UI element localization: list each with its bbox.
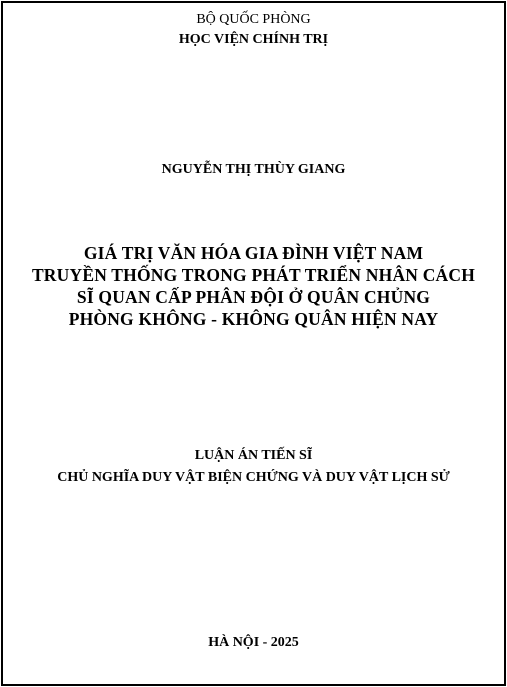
academy-name: HỌC VIỆN CHÍNH TRỊ: [178, 32, 329, 47]
thesis-title-line-1: GIÁ TRỊ VĂN HÓA GIA ĐÌNH VIỆT NAM: [83, 243, 424, 263]
thesis-title: [0, 242, 507, 330]
thesis-title-line-4: PHÒNG KHÔNG - KHÔNG QUÂN HIỆN NAY: [68, 309, 439, 329]
author-name: NGUYỄN THỊ THÙY GIANG: [161, 162, 346, 177]
degree-type: LUẬN ÁN TIẾN SĨ: [194, 448, 313, 463]
thesis-title-line-2: TRUYỀN THỐNG TRONG PHÁT TRIỂN NHÂN CÁCH: [31, 265, 476, 285]
place-and-year: HÀ NỘI - 2025: [208, 635, 299, 650]
thesis-title-line-3: SĨ QUAN CẤP PHÂN ĐỘI Ở QUÂN CHỦNG: [76, 287, 431, 307]
major-name: CHỦ NGHĨA DUY VẬT BIỆN CHỨNG VÀ DUY VẬT LỊCH SỬ: [57, 470, 450, 485]
ministry-name: BỘ QUỐC PHÒNG: [196, 12, 311, 27]
page-border-frame: [1, 1, 506, 686]
